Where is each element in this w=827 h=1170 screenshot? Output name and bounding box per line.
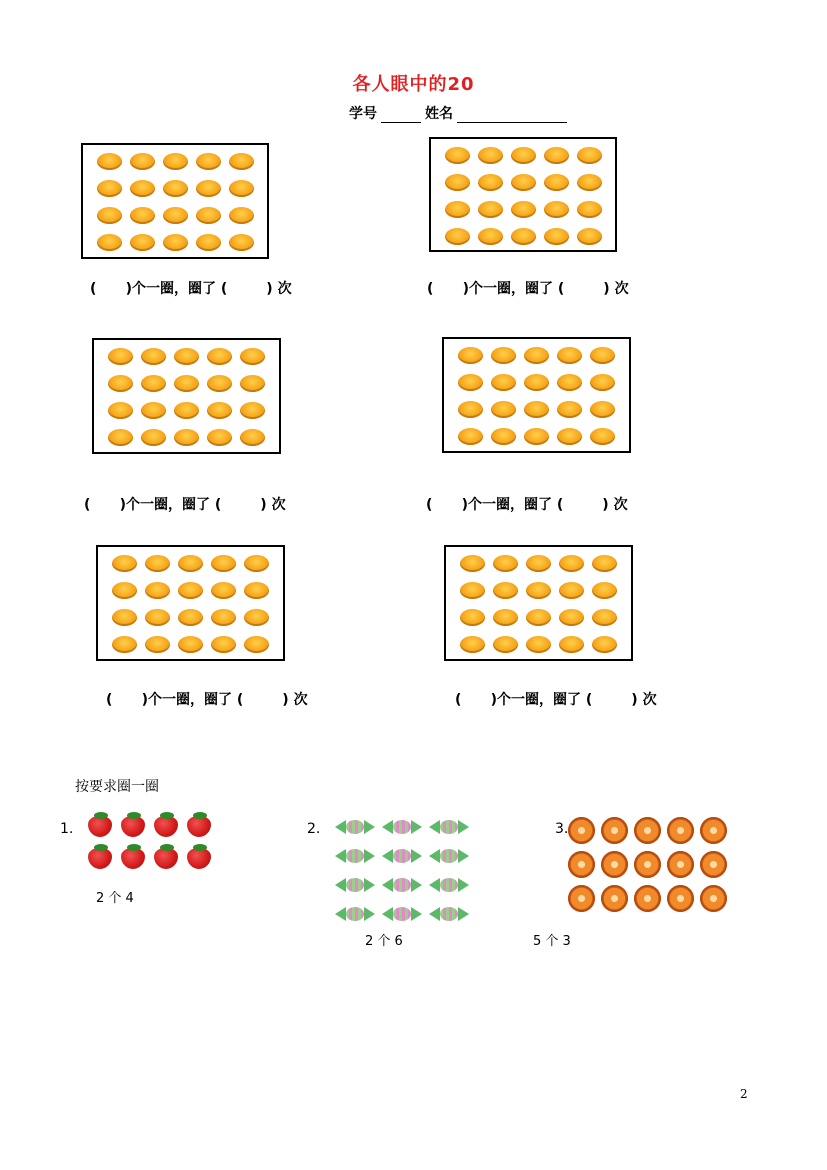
candy-icon <box>381 818 423 836</box>
candy-icon <box>211 609 236 626</box>
candy-icon <box>544 174 569 191</box>
candy-icon <box>244 555 269 572</box>
strawberry-icon <box>152 844 180 869</box>
candy-icon <box>478 174 503 191</box>
candy-icon <box>145 555 170 572</box>
biscuit-icon <box>601 817 628 844</box>
candy-icon <box>112 636 137 653</box>
candy-icon <box>577 174 602 191</box>
biscuit-icon <box>667 851 694 878</box>
candy-icon <box>493 582 518 599</box>
candy-icon <box>460 636 485 653</box>
candy-icon <box>178 636 203 653</box>
candy-icon <box>592 582 617 599</box>
candy-icon <box>244 636 269 653</box>
candy-icon <box>381 876 423 894</box>
candy-icon <box>163 207 188 224</box>
candy-icon <box>458 347 483 364</box>
candy-icon <box>445 174 470 191</box>
biscuit-icon <box>634 851 661 878</box>
biscuit-icon <box>700 885 727 912</box>
candy-grid <box>112 555 270 654</box>
biscuit-icon <box>568 817 595 844</box>
candy-box-4 <box>442 337 631 453</box>
candy-icon <box>196 234 221 251</box>
candy-icon <box>178 582 203 599</box>
candy-icon <box>592 609 617 626</box>
candy-box-6 <box>444 545 633 661</box>
candy-icon <box>240 429 265 446</box>
biscuit-icon <box>601 885 628 912</box>
candy-icon <box>478 228 503 245</box>
candy-icon <box>478 201 503 218</box>
candy-icon <box>590 428 615 445</box>
student-name-field[interactable] <box>457 108 567 123</box>
candy-icon <box>112 555 137 572</box>
candy-icon <box>163 234 188 251</box>
candy-icon <box>112 609 137 626</box>
candy-icon <box>108 429 133 446</box>
candy-grid <box>445 147 603 246</box>
strawberry-icon <box>119 812 147 837</box>
strawberry-group <box>86 812 213 869</box>
candy-icon <box>557 374 582 391</box>
student-number-label: 学号 <box>349 106 377 122</box>
candy-icon <box>97 180 122 197</box>
candy-icon <box>511 201 536 218</box>
candy-icon <box>428 847 470 865</box>
candy-icon <box>428 876 470 894</box>
candy-icon <box>460 555 485 572</box>
candy-icon <box>445 201 470 218</box>
strawberry-icon <box>152 812 180 837</box>
candy-icon <box>207 402 232 419</box>
candy-icon <box>229 234 254 251</box>
biscuit-icon <box>700 851 727 878</box>
exercise-prompt-6: ( )个一圈，圈了 ( ) 次 <box>455 692 657 708</box>
candy-icon <box>577 201 602 218</box>
candy-icon <box>97 234 122 251</box>
candy-icon <box>211 582 236 599</box>
candy-icon <box>544 228 569 245</box>
student-name-label: 姓名 <box>425 106 453 122</box>
candy-icon <box>526 636 551 653</box>
candy-icon <box>559 582 584 599</box>
candy-icon <box>229 207 254 224</box>
candy-grid <box>108 348 266 447</box>
candy-icon <box>229 180 254 197</box>
candy-icon <box>526 609 551 626</box>
candy-icon <box>491 374 516 391</box>
biscuit-icon <box>601 851 628 878</box>
candy-icon <box>557 347 582 364</box>
candy-box-2 <box>429 137 617 252</box>
candy-icon <box>491 347 516 364</box>
candy-icon <box>493 555 518 572</box>
candy-icon <box>145 582 170 599</box>
exercise-prompt-5: ( )个一圈，圈了 ( ) 次 <box>106 692 308 708</box>
exercise-prompt-3: ( )个一圈，圈了 ( ) 次 <box>84 497 286 513</box>
candy-icon <box>428 818 470 836</box>
candy-icon <box>207 375 232 392</box>
biscuit-icon <box>667 817 694 844</box>
item-label-2: 2 个 6 <box>365 934 403 949</box>
candy-icon <box>108 402 133 419</box>
candy-icon <box>207 348 232 365</box>
candy-icon <box>478 147 503 164</box>
biscuit-group <box>568 817 727 912</box>
candy-icon <box>207 429 232 446</box>
candy-icon <box>428 905 470 923</box>
strawberry-icon <box>86 812 114 837</box>
candy-icon <box>141 429 166 446</box>
item-number-1: 1. <box>60 821 74 837</box>
candy-icon <box>458 374 483 391</box>
candy-icon <box>524 374 549 391</box>
candy-icon <box>559 636 584 653</box>
candy-icon <box>458 428 483 445</box>
candy-icon <box>460 582 485 599</box>
student-info-row <box>349 103 571 123</box>
candy-icon <box>526 582 551 599</box>
biscuit-icon <box>568 885 595 912</box>
exercise-prompt-4: ( )个一圈，圈了 ( ) 次 <box>426 497 628 513</box>
candy-box-1 <box>81 143 269 259</box>
candy-icon <box>526 555 551 572</box>
biscuit-icon <box>634 885 661 912</box>
candy-icon <box>524 428 549 445</box>
candy-icon <box>108 375 133 392</box>
candy-icon <box>334 905 376 923</box>
candy-icon <box>163 153 188 170</box>
candy-icon <box>381 847 423 865</box>
candy-icon <box>163 180 188 197</box>
candy-icon <box>590 374 615 391</box>
candy-icon <box>493 609 518 626</box>
candy-icon <box>544 147 569 164</box>
candy-icon <box>178 609 203 626</box>
candy-icon <box>130 153 155 170</box>
strawberry-icon <box>185 812 213 837</box>
candy-icon <box>592 555 617 572</box>
candy-icon <box>97 153 122 170</box>
candy-icon <box>491 428 516 445</box>
candy-icon <box>196 180 221 197</box>
candy-icon <box>240 402 265 419</box>
candy-icon <box>493 636 518 653</box>
candy-grid <box>97 153 255 252</box>
candy-icon <box>141 375 166 392</box>
candy-icon <box>108 348 133 365</box>
candy-icon <box>174 348 199 365</box>
candy-icon <box>592 636 617 653</box>
candy-icon <box>458 401 483 418</box>
candy-icon <box>178 555 203 572</box>
candy-icon <box>244 582 269 599</box>
candy-grid <box>458 347 616 446</box>
candy-icon <box>511 228 536 245</box>
exercise-prompt-2: ( )个一圈，圈了 ( ) 次 <box>427 281 629 297</box>
candy-icon <box>559 555 584 572</box>
candy-icon <box>141 348 166 365</box>
candy-icon <box>130 180 155 197</box>
strawberry-icon <box>119 844 147 869</box>
candy-icon <box>559 609 584 626</box>
biscuit-icon <box>700 817 727 844</box>
candy-icon <box>577 147 602 164</box>
candy-icon <box>334 818 376 836</box>
candy-icon <box>445 228 470 245</box>
candy-icon <box>381 905 423 923</box>
candy-icon <box>590 401 615 418</box>
candy-icon <box>196 153 221 170</box>
candy-icon <box>524 347 549 364</box>
candy-icon <box>130 207 155 224</box>
candy-icon <box>544 201 569 218</box>
candy-icon <box>557 401 582 418</box>
candy-icon <box>112 582 137 599</box>
candy-icon <box>445 147 470 164</box>
candy-icon <box>240 348 265 365</box>
student-number-field[interactable] <box>381 108 421 123</box>
candy-icon <box>174 429 199 446</box>
worksheet-title: 各人眼中的20 <box>352 74 475 95</box>
item-label-3: 5 个 3 <box>533 934 571 949</box>
candy-icon <box>240 375 265 392</box>
candy-icon <box>590 347 615 364</box>
candy-icon <box>244 609 269 626</box>
candy-icon <box>491 401 516 418</box>
candy-icon <box>174 375 199 392</box>
candy-icon <box>97 207 122 224</box>
candy-box-5 <box>96 545 285 661</box>
strawberry-icon <box>185 844 213 869</box>
candy-icon <box>145 609 170 626</box>
candy-icon <box>229 153 254 170</box>
candy-icon <box>334 847 376 865</box>
candy-grid <box>460 555 618 654</box>
candy-icon <box>141 402 166 419</box>
section-heading: 按要求圈一圈 <box>75 779 159 795</box>
candy-icon <box>577 228 602 245</box>
candy-icon <box>174 402 199 419</box>
biscuit-icon <box>634 817 661 844</box>
candy-group <box>334 818 470 923</box>
strawberry-icon <box>86 844 114 869</box>
exercise-prompt-1: ( )个一圈，圈了 ( ) 次 <box>90 281 292 297</box>
item-label-1: 2 个 4 <box>96 891 134 906</box>
candy-box-3 <box>92 338 281 454</box>
item-number-2: 2. <box>307 821 321 837</box>
candy-icon <box>145 636 170 653</box>
candy-icon <box>334 876 376 894</box>
candy-icon <box>211 555 236 572</box>
candy-icon <box>211 636 236 653</box>
candy-icon <box>511 174 536 191</box>
biscuit-icon <box>568 851 595 878</box>
biscuit-icon <box>667 885 694 912</box>
candy-icon <box>196 207 221 224</box>
item-number-3: 3. <box>555 821 569 837</box>
page-number: 2 <box>740 1087 748 1101</box>
candy-icon <box>460 609 485 626</box>
candy-icon <box>557 428 582 445</box>
candy-icon <box>511 147 536 164</box>
candy-icon <box>524 401 549 418</box>
candy-icon <box>130 234 155 251</box>
